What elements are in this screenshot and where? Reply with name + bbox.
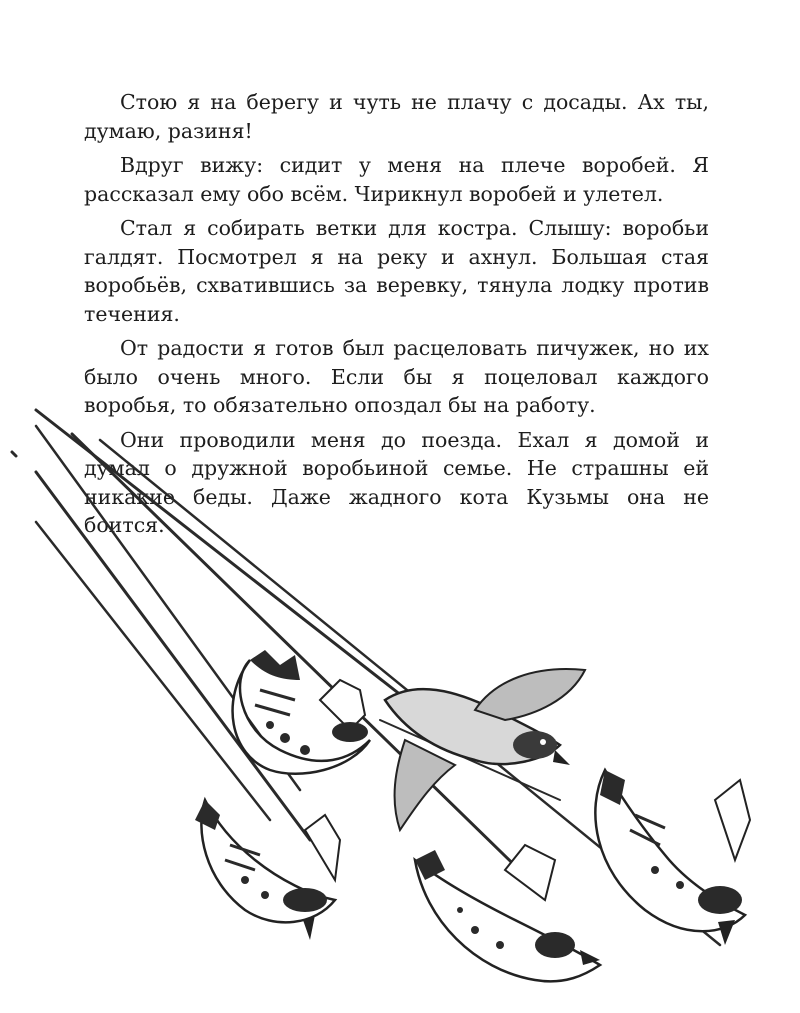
sparrow-1 — [233, 650, 370, 774]
paragraph-1: Стою я на берегу и чуть не плачу с досады. Ах ты, думаю, разиня! — [84, 90, 709, 143]
paragraph-2: Вдруг вижу: сидит у меня на плече воробей. Я рассказал ему обо всём. Чирикнул воробей и улетел. — [84, 153, 709, 206]
rope-5 — [72, 434, 540, 890]
paragraph-5: Они проводили меня до поезда. Ехал я домой и думал о дружной воробьиной семье. Не страшны ей никакие беды. Даже жадного кота Кузьмы она не боится. — [84, 427, 709, 537]
rope-8 — [12, 452, 16, 456]
sparrows-illustration — [0, 390, 800, 1013]
paragraph-4: От радости я готов был расцеловать пичужек, но их было очень много. Если бы я поцеловал каждого воробья, то обязательно опоздал бы на работу. — [84, 336, 709, 417]
sparrow-2 — [385, 669, 585, 830]
sparrow-4 — [415, 845, 600, 981]
sparrow-5 — [595, 770, 750, 945]
sparrow-3 — [195, 800, 340, 940]
paragraph-3: Стал я собирать ветки для костра. Слышу: воробьи галдят. Посмотрел я на реку и ахнул. Большая стая воробьёв, схватившись за веревку, тянула лодку против течения. — [84, 216, 709, 326]
